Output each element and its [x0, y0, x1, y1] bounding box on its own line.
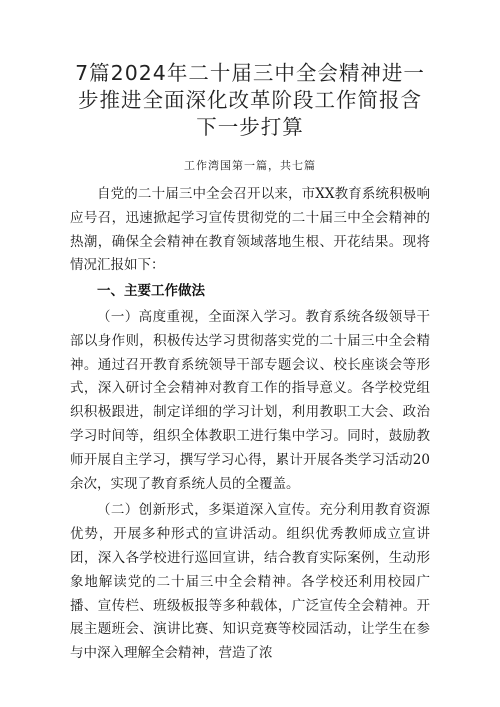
document-title: 7篇2024年二十届三中全会精神进一步推进全面深化改革阶段工作简报含下一步打算	[75, 61, 425, 139]
body-paragraph-1: （一）高度重视，全面深入学习。教育系统各级领导干部以身作则，积极传达学习贯彻落实党的二十届三中全会精神。通过召开教育系统领导干部专题会议、校长座谈会等形式，深入研讨全会精神对教育工作的指导意义。各学校党组织积极跟进，制定详细的学习计划，利用教职工大会、政治学习时间等，组织全体教职工进行集中学习。同时，鼓励教师开展自主学习，撰写学习心得，累计开展各类学习活动20余次，实现了教育系统人员的全覆盖。	[70, 308, 430, 492]
body-paragraph-2: （二）创新形式，多渠道深入宣传。充分利用教育资源优势，开展多种形式的宣讲活动。组织优秀教师成立宣讲团，深入各学校进行巡回宣讲，结合教育实际案例，生动形象地解读党的二十届三中全会精神。各学校还利用校园广播、宣传栏、班级板报等多种载体，广泛宣传全会精神。开展主题班会、演讲比赛、知识竞赛等校园活动，让学生在参与中深入理解全会精神，营造了浓	[70, 502, 430, 662]
intro-paragraph: 自党的二十届三中全会召开以来，市XX教育系统积极响应号召，迅速掀起学习宣传贯彻党的二十届三中全会精神的热潮，确保全会精神在教育领域落地生根、开花结果。现将情况汇报如下：	[70, 186, 430, 274]
document-subtitle: 工作湾国第一篇，共七篇	[184, 159, 316, 172]
section-heading: 一、主要工作做法	[97, 283, 205, 300]
